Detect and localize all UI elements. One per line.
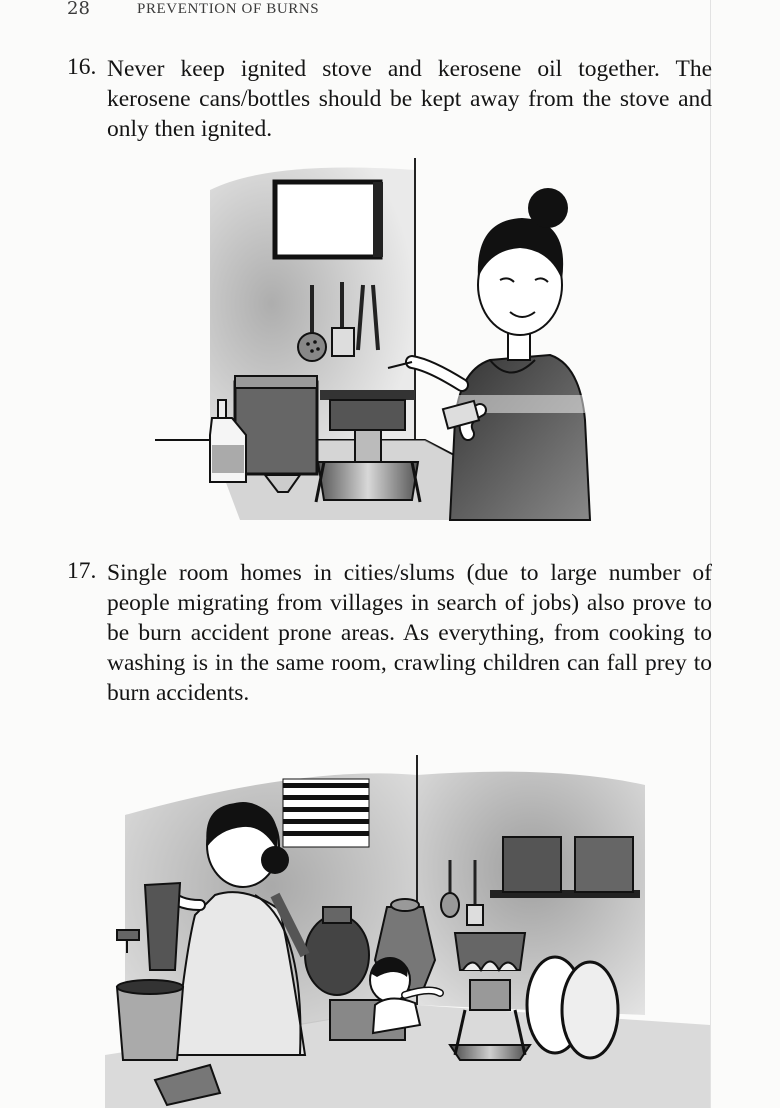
- woman-lighting-stove-illustration: [150, 150, 610, 530]
- list-item-16: [67, 54, 712, 146]
- item-number: 16.: [67, 54, 97, 80]
- item-text: Single room homes in cities/slums (due to large number of people migrating from villages in search of jobs) also prove to be burn accident prone areas. As everything, from cooking to washing is in the same room, crawling children can fall prey to burn accidents.: [107, 560, 712, 706]
- item-text: Never keep ignited stove and kerosene oil together. The kerosene cans/bottles should be kept away from the stove and only then ignited.: [107, 56, 712, 142]
- striped-window: [283, 779, 369, 847]
- item-number: 17.: [67, 558, 97, 584]
- page-number: 28: [67, 0, 90, 19]
- single-room-home-crawling-child-illustration: [105, 755, 710, 1108]
- page-edge-rule: [710, 0, 711, 1108]
- list-item-17: [67, 558, 712, 710]
- running-title: PREVENTION OF BURNS: [137, 1, 320, 17]
- page-header: [67, 0, 727, 22]
